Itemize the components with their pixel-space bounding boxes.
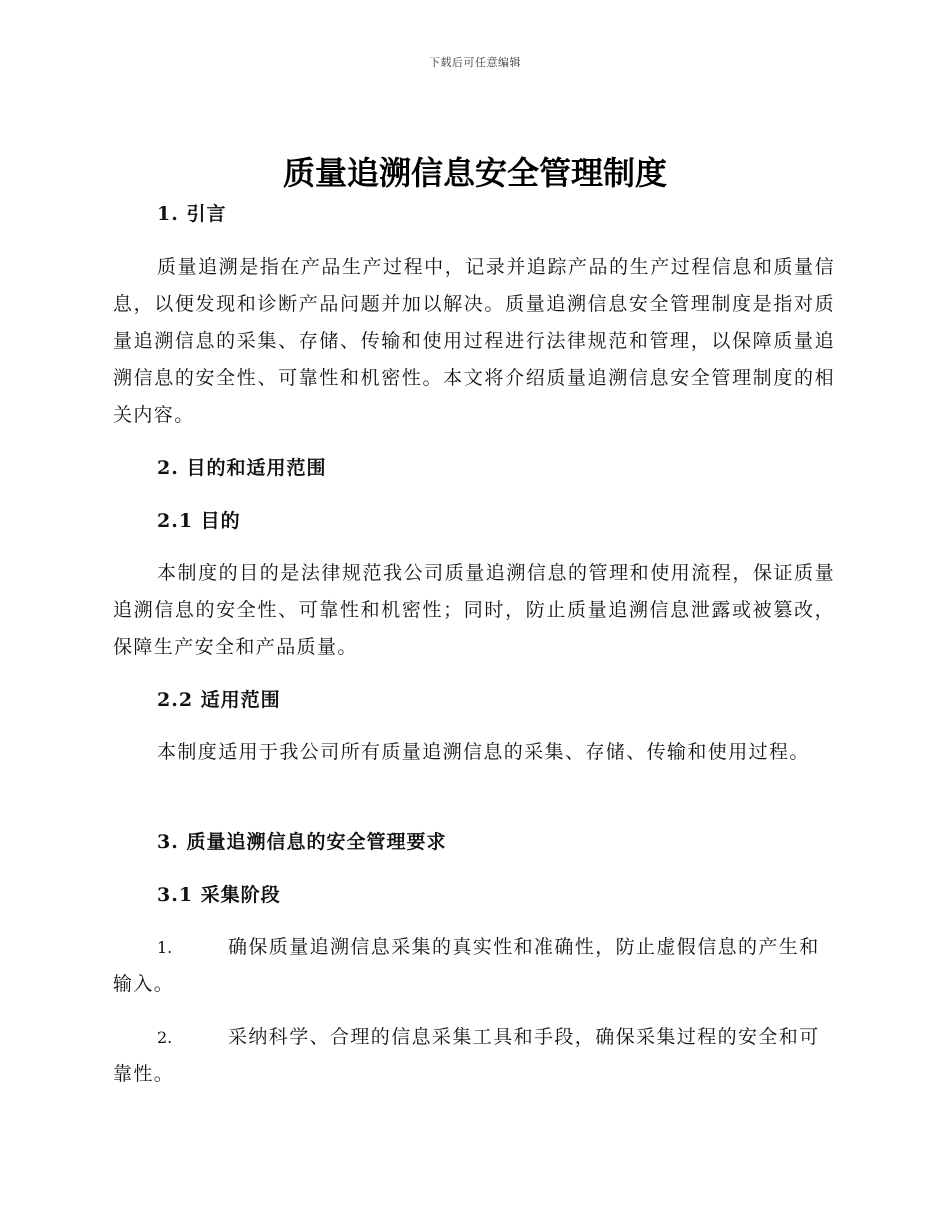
paragraph-purpose: 本制度的目的是法律规范我公司质量追溯信息的管理和使用流程，保证质量追溯信息的安全性、可靠性和机密性；同时，防止质量追溯信息泄露或被篡改，保障生产安全和产品质量。 xyxy=(113,562,835,658)
section-heading-security-requirements: 3. 质量追溯信息的安全管理要求 xyxy=(157,831,447,853)
document-title: 质量追溯信息安全管理制度 xyxy=(282,154,667,192)
section-heading-purpose-scope: 2. 目的和适用范围 xyxy=(157,457,327,479)
list-item-number: 1. xyxy=(157,938,173,957)
list-item-text: 采纳科学、合理的信息采集工具和手段，确保采集过程的安全和可靠性。 xyxy=(113,1026,820,1085)
list-item-text: 确保质量追溯信息采集的真实性和准确性，防止虚假信息的产生和输入。 xyxy=(113,936,820,995)
paragraph-scope: 本制度适用于我公司所有质量追溯信息的采集、存储、传输和使用过程。 xyxy=(157,741,810,763)
header-note: 下载后可任意编辑 xyxy=(429,56,521,69)
subsection-heading-purpose: 2.1 目的 xyxy=(157,510,241,532)
list-item xyxy=(113,929,835,1003)
subsection-heading-scope: 2.2 适用范围 xyxy=(157,689,281,711)
list-item-number: 2. xyxy=(157,1028,173,1047)
section-heading-intro: 1. 引言 xyxy=(157,203,227,225)
list-item xyxy=(113,1019,835,1093)
paragraph-intro: 质量追溯是指在产品生产过程中，记录并追踪产品的生产过程信息和质量信息，以便发现和诊断产品问题并加以解决。质量追溯信息安全管理制度是指对质量追溯信息的采集、存储、传输和使用过程进行法律规范和管理，以保障质量追溯信息的安全性、可靠性和机密性。本文将介绍质量追溯信息安全管理制度的相关内容。 xyxy=(113,256,835,426)
subsection-heading-collection-stage: 3.1 采集阶段 xyxy=(157,884,281,906)
